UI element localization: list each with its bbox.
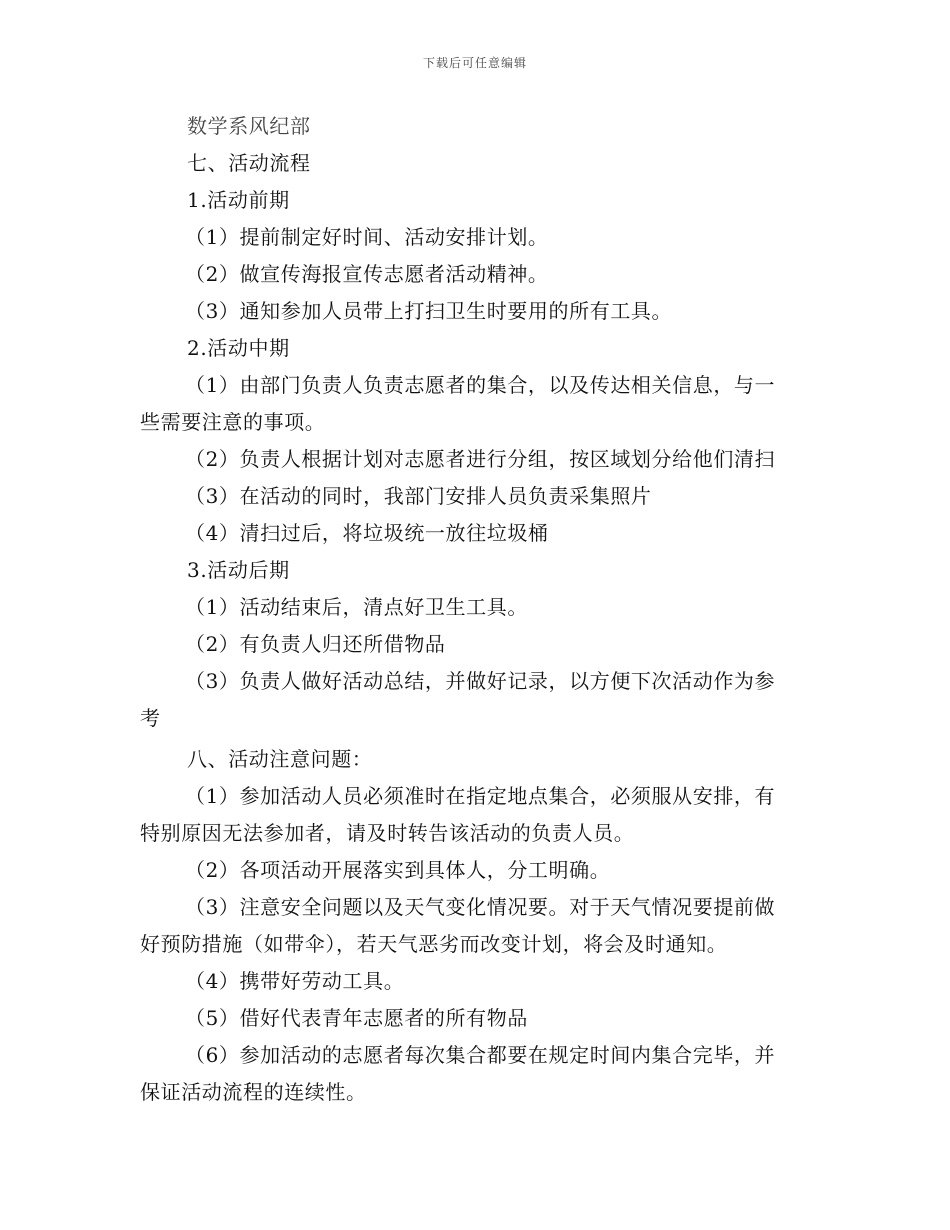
list-item: （2）做宣传海报宣传志愿者活动精神。 [185,262,549,286]
list-item: （5）借好代表青年志愿者的所有物品 [185,1006,528,1030]
list-item: （2）各项活动开展落实到具体人，分工明确。 [185,858,611,882]
subsection-heading: 1.活动前期 [187,188,290,212]
list-item: （1）提前制定好时间、活动安排计划。 [185,225,549,249]
list-item-continuation: 特别原因无法参加者，请及时转告该活动的负责人员。 [140,821,635,845]
department-name: 数学系风纪部 [187,114,311,138]
list-item-continuation: 保证活动流程的连续性。 [140,1080,367,1104]
list-item-continuation: 些需要注意的事项。 [140,410,326,434]
list-item: （3）注意安全问题以及天气变化情况要。对于天气情况要提前做 [185,895,776,919]
list-item: （2）负责人根据计划对志愿者进行分组，按区域划分给他们清扫 [185,447,776,471]
document-body [140,108,812,1111]
list-item-continuation: 好预防措施（如带伞），若天气恶劣而改变计划，将会及时通知。 [140,932,728,956]
list-item: （1）活动结束后，清点好卫生工具。 [185,595,528,619]
header-note: 下载后可任意编辑 [422,56,527,70]
subsection-heading: 3.活动后期 [187,558,290,582]
list-item: （2）有负责人归还所借物品 [185,632,446,656]
list-item: （3）负责人做好活动总结，并做好记录，以方便下次活动作为参 [185,669,776,693]
list-item: （6）参加活动的志愿者每次集合都要在规定时间内集合完毕，并 [185,1043,776,1067]
section-heading-8: 八、活动注意问题： [187,747,373,771]
list-item: （1）参加活动人员必须准时在指定地点集合，必须服从安排，有 [185,784,776,808]
list-item: （4）清扫过后，将垃圾统一放往垃圾桶 [185,521,549,545]
list-item: （1）由部门负责人负责志愿者的集合，以及传达相关信息，与一 [185,373,776,397]
list-item: （3）在活动的同时，我部门安排人员负责采集照片 [185,484,652,508]
subsection-heading: 2.活动中期 [187,336,290,360]
list-item-continuation: 考 [140,706,161,730]
list-item: （3）通知参加人员带上打扫卫生时要用的所有工具。 [185,299,673,323]
section-heading-7: 七、活动流程 [187,151,311,175]
list-item: （4）携带好劳动工具。 [185,969,405,993]
